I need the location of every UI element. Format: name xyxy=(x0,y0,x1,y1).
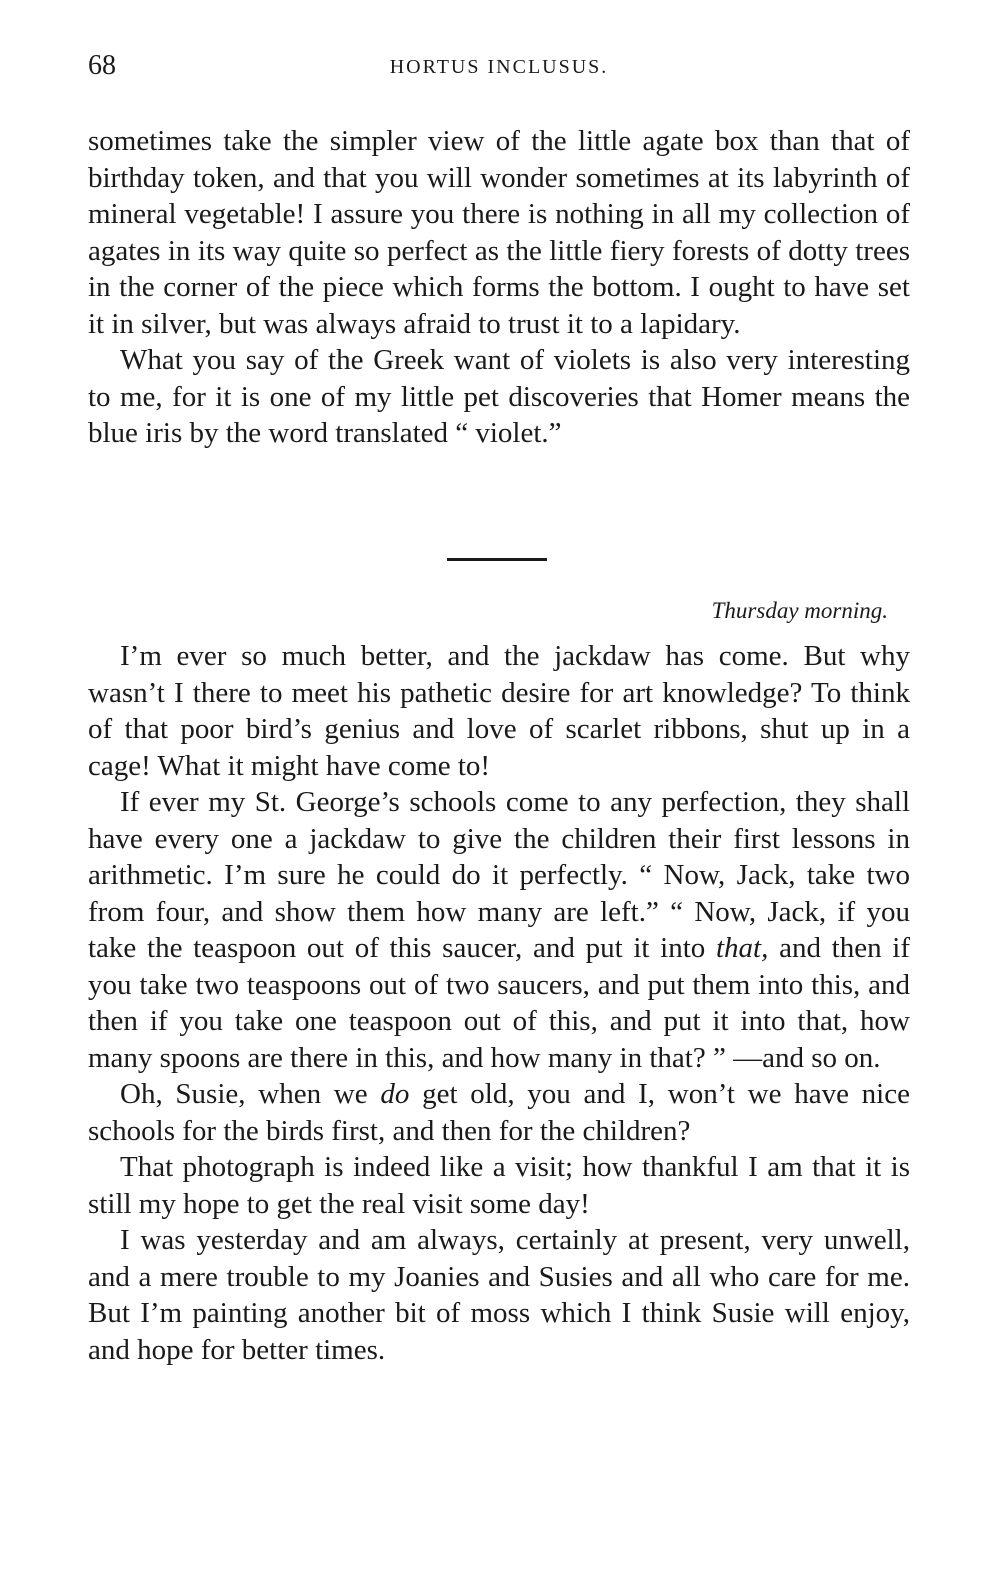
dateline: Thursday morning. xyxy=(711,598,888,623)
text-block-2 xyxy=(88,638,910,1368)
emphasis: that, xyxy=(716,932,769,964)
text-run: and then if you take two teaspoons out of two saucers, and put them into this, and then if you take one teaspoon out of this, and put it into that, how many spoons are there in this, and how many in that? ” —and so on. xyxy=(88,932,911,1074)
page-number: 68 xyxy=(88,50,116,81)
paragraph: That photograph is indeed like a visit; how thankful I am that it is still my hope to get the real visit some day! xyxy=(88,1151,910,1220)
section-divider xyxy=(447,558,547,561)
text-block-1 xyxy=(88,123,910,452)
text-run: Oh, Susie, when we xyxy=(120,1078,381,1110)
page-header xyxy=(88,50,910,90)
text-run: get old, you and I, won’t we have nice schools for the birds first, and then for the children? xyxy=(88,1078,910,1147)
paragraph xyxy=(88,1076,910,1149)
paragraph: What you say of the Greek want of violets is also very interesting to me, for it is one of my little pet discoveries that Homer means the blue iris by the word translated “ violet.” xyxy=(88,344,910,449)
text-run: If ever my St. George’s schools come to any perfection, they shall have every one a jackdaw to give the children their first lessons in arithmetic. I’m sure he could do it perfectly. “ Now, Jack, take two from four, and show them how many are left.” “ Now, Jack, if you take the teaspoon out of this saucer, and put it into xyxy=(88,786,910,964)
paragraph: sometimes take the simpler view of the little agate box than that of birthday token, and that you will wonder sometimes at its labyrinth of mineral vegetable! I assure you there is nothing in all my collection of agates in its way quite so perfect as the little fiery forests of dotty trees in the corner of the piece which forms the bottom. I ought to have set it in silver, but was always afraid to trust it to a lapidary. xyxy=(88,125,910,340)
paragraph: I’m ever so much better, and the jackdaw has come. But why wasn’t I there to meet his pathetic desire for art knowledge? To think of that poor bird’s genius and love of scarlet ribbons, shut up in a cage! What it might have come to! xyxy=(88,640,910,782)
emphasis: do xyxy=(380,1078,410,1110)
paragraph xyxy=(88,784,910,1076)
paragraph: I was yesterday and am always, certainly at present, very unwell, and a mere trouble to my Joanies and Susies and all who care for me. But I’m painting another bit of moss which I think Susie will enjoy, and hope for better times. xyxy=(88,1224,910,1366)
running-title: HORTUS INCLUSUS. xyxy=(389,56,609,78)
